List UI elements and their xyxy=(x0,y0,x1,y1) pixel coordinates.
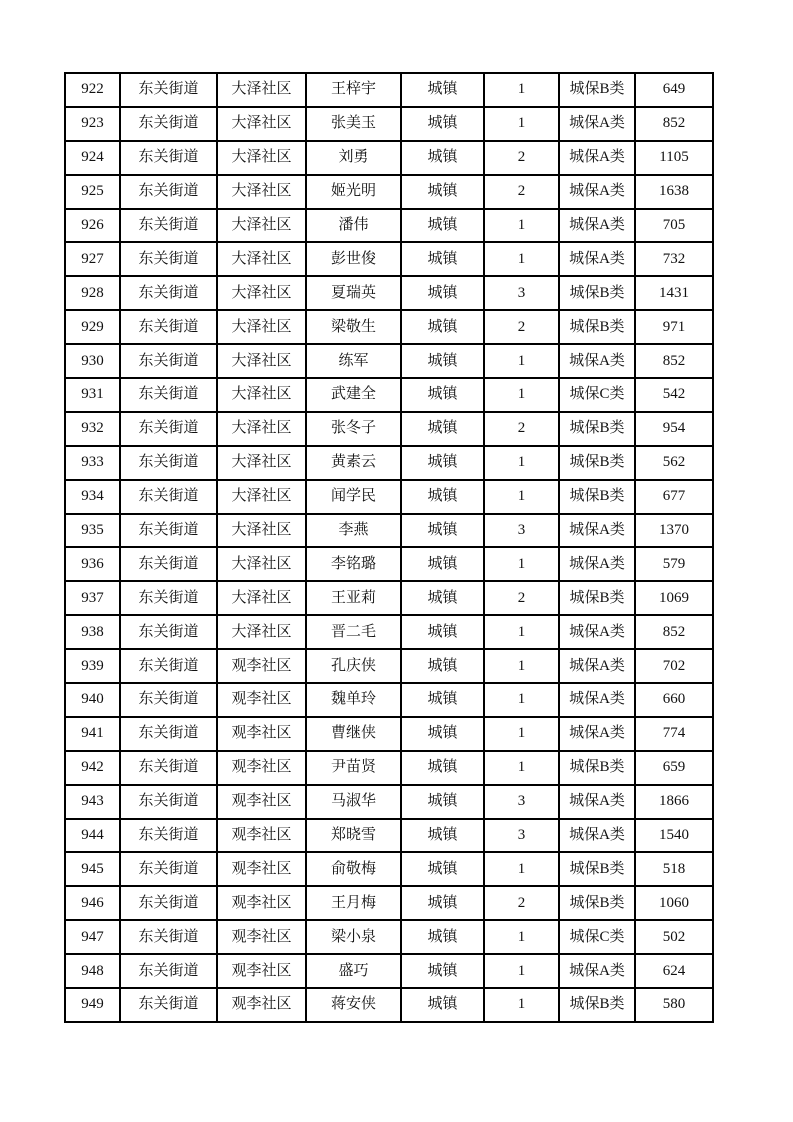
table-row xyxy=(65,547,713,581)
cell-serial: 940 xyxy=(65,683,120,717)
cell-community: 大泽社区 xyxy=(217,446,306,480)
cell-street: 东关街道 xyxy=(120,514,217,548)
table-row xyxy=(65,412,713,446)
table-row xyxy=(65,209,713,243)
table-row xyxy=(65,683,713,717)
cell-residence-type: 城镇 xyxy=(401,175,484,209)
table-row xyxy=(65,717,713,751)
cell-street: 东关街道 xyxy=(120,819,217,853)
cell-amount: 1638 xyxy=(635,175,713,209)
cell-residence-type: 城镇 xyxy=(401,886,484,920)
cell-person-count: 1 xyxy=(484,242,559,276)
table-row xyxy=(65,73,713,107)
cell-community: 观李社区 xyxy=(217,920,306,954)
cell-street: 东关街道 xyxy=(120,480,217,514)
cell-person-count: 1 xyxy=(484,615,559,649)
cell-street: 东关街道 xyxy=(120,751,217,785)
cell-street: 东关街道 xyxy=(120,785,217,819)
cell-person-count: 1 xyxy=(484,920,559,954)
cell-residence-type: 城镇 xyxy=(401,73,484,107)
cell-street: 东关街道 xyxy=(120,581,217,615)
cell-residence-type: 城镇 xyxy=(401,514,484,548)
cell-community: 大泽社区 xyxy=(217,107,306,141)
cell-serial: 929 xyxy=(65,310,120,344)
cell-name: 武建全 xyxy=(306,378,401,412)
cell-insurance-category: 城保A类 xyxy=(559,819,635,853)
cell-serial: 925 xyxy=(65,175,120,209)
table-row xyxy=(65,107,713,141)
cell-person-count: 1 xyxy=(484,547,559,581)
cell-person-count: 1 xyxy=(484,344,559,378)
cell-name: 魏单玲 xyxy=(306,683,401,717)
cell-name: 郑晓雪 xyxy=(306,819,401,853)
cell-person-count: 1 xyxy=(484,107,559,141)
cell-insurance-category: 城保A类 xyxy=(559,175,635,209)
cell-name: 尹苗贤 xyxy=(306,751,401,785)
cell-street: 东关街道 xyxy=(120,920,217,954)
cell-person-count: 2 xyxy=(484,886,559,920)
cell-person-count: 2 xyxy=(484,175,559,209)
cell-insurance-category: 城保B类 xyxy=(559,852,635,886)
cell-residence-type: 城镇 xyxy=(401,446,484,480)
table-row xyxy=(65,920,713,954)
cell-insurance-category: 城保A类 xyxy=(559,649,635,683)
cell-person-count: 1 xyxy=(484,73,559,107)
cell-amount: 1370 xyxy=(635,514,713,548)
cell-insurance-category: 城保B类 xyxy=(559,310,635,344)
cell-name: 潘伟 xyxy=(306,209,401,243)
cell-name: 晋二毛 xyxy=(306,615,401,649)
cell-amount: 852 xyxy=(635,107,713,141)
cell-serial: 934 xyxy=(65,480,120,514)
cell-person-count: 1 xyxy=(484,446,559,480)
table-row xyxy=(65,141,713,175)
cell-serial: 944 xyxy=(65,819,120,853)
cell-serial: 922 xyxy=(65,73,120,107)
cell-name: 蒋安侠 xyxy=(306,988,401,1022)
cell-residence-type: 城镇 xyxy=(401,107,484,141)
cell-person-count: 1 xyxy=(484,717,559,751)
cell-insurance-category: 城保A类 xyxy=(559,514,635,548)
cell-name: 李燕 xyxy=(306,514,401,548)
cell-residence-type: 城镇 xyxy=(401,547,484,581)
cell-amount: 1069 xyxy=(635,581,713,615)
cell-serial: 924 xyxy=(65,141,120,175)
cell-person-count: 3 xyxy=(484,514,559,548)
cell-community: 观李社区 xyxy=(217,988,306,1022)
cell-street: 东关街道 xyxy=(120,954,217,988)
cell-insurance-category: 城保B类 xyxy=(559,480,635,514)
cell-street: 东关街道 xyxy=(120,649,217,683)
cell-street: 东关街道 xyxy=(120,242,217,276)
cell-name: 闻学民 xyxy=(306,480,401,514)
cell-serial: 943 xyxy=(65,785,120,819)
cell-serial: 945 xyxy=(65,852,120,886)
table-row xyxy=(65,514,713,548)
cell-amount: 659 xyxy=(635,751,713,785)
cell-residence-type: 城镇 xyxy=(401,615,484,649)
cell-community: 大泽社区 xyxy=(217,514,306,548)
cell-insurance-category: 城保A类 xyxy=(559,954,635,988)
cell-community: 大泽社区 xyxy=(217,344,306,378)
cell-amount: 852 xyxy=(635,344,713,378)
cell-community: 大泽社区 xyxy=(217,547,306,581)
cell-serial: 939 xyxy=(65,649,120,683)
cell-insurance-category: 城保A类 xyxy=(559,615,635,649)
cell-insurance-category: 城保A类 xyxy=(559,717,635,751)
cell-street: 东关街道 xyxy=(120,107,217,141)
cell-serial: 931 xyxy=(65,378,120,412)
cell-serial: 942 xyxy=(65,751,120,785)
cell-serial: 930 xyxy=(65,344,120,378)
cell-community: 观李社区 xyxy=(217,785,306,819)
cell-amount: 1540 xyxy=(635,819,713,853)
cell-person-count: 2 xyxy=(484,412,559,446)
cell-name: 俞敬梅 xyxy=(306,852,401,886)
cell-residence-type: 城镇 xyxy=(401,412,484,446)
cell-insurance-category: 城保A类 xyxy=(559,344,635,378)
cell-person-count: 2 xyxy=(484,141,559,175)
cell-community: 大泽社区 xyxy=(217,310,306,344)
cell-community: 大泽社区 xyxy=(217,73,306,107)
cell-name: 梁敬生 xyxy=(306,310,401,344)
cell-street: 东关街道 xyxy=(120,683,217,717)
cell-community: 观李社区 xyxy=(217,852,306,886)
cell-name: 张美玉 xyxy=(306,107,401,141)
cell-serial: 947 xyxy=(65,920,120,954)
cell-residence-type: 城镇 xyxy=(401,920,484,954)
cell-insurance-category: 城保B类 xyxy=(559,751,635,785)
cell-amount: 1431 xyxy=(635,276,713,310)
cell-residence-type: 城镇 xyxy=(401,988,484,1022)
table-row xyxy=(65,886,713,920)
table-row xyxy=(65,852,713,886)
cell-name: 李铭璐 xyxy=(306,547,401,581)
cell-community: 大泽社区 xyxy=(217,209,306,243)
cell-amount: 579 xyxy=(635,547,713,581)
cell-residence-type: 城镇 xyxy=(401,717,484,751)
cell-street: 东关街道 xyxy=(120,446,217,480)
cell-name: 王梓宇 xyxy=(306,73,401,107)
cell-insurance-category: 城保A类 xyxy=(559,242,635,276)
cell-street: 东关街道 xyxy=(120,852,217,886)
cell-residence-type: 城镇 xyxy=(401,649,484,683)
cell-serial: 932 xyxy=(65,412,120,446)
cell-community: 观李社区 xyxy=(217,751,306,785)
table-row xyxy=(65,988,713,1022)
cell-insurance-category: 城保A类 xyxy=(559,547,635,581)
cell-name: 孔庆侠 xyxy=(306,649,401,683)
cell-community: 观李社区 xyxy=(217,886,306,920)
cell-amount: 774 xyxy=(635,717,713,751)
cell-amount: 660 xyxy=(635,683,713,717)
cell-name: 盛巧 xyxy=(306,954,401,988)
cell-residence-type: 城镇 xyxy=(401,683,484,717)
cell-residence-type: 城镇 xyxy=(401,242,484,276)
table-row xyxy=(65,344,713,378)
cell-serial: 935 xyxy=(65,514,120,548)
cell-person-count: 1 xyxy=(484,480,559,514)
cell-residence-type: 城镇 xyxy=(401,310,484,344)
cell-street: 东关街道 xyxy=(120,615,217,649)
cell-amount: 542 xyxy=(635,378,713,412)
cell-person-count: 1 xyxy=(484,988,559,1022)
cell-amount: 954 xyxy=(635,412,713,446)
cell-serial: 948 xyxy=(65,954,120,988)
cell-community: 大泽社区 xyxy=(217,615,306,649)
cell-residence-type: 城镇 xyxy=(401,785,484,819)
cell-insurance-category: 城保B类 xyxy=(559,73,635,107)
cell-name: 刘勇 xyxy=(306,141,401,175)
table-row xyxy=(65,480,713,514)
cell-insurance-category: 城保B类 xyxy=(559,446,635,480)
table-row xyxy=(65,649,713,683)
cell-serial: 937 xyxy=(65,581,120,615)
cell-residence-type: 城镇 xyxy=(401,378,484,412)
cell-insurance-category: 城保A类 xyxy=(559,683,635,717)
cell-name: 夏瑞英 xyxy=(306,276,401,310)
cell-street: 东关街道 xyxy=(120,73,217,107)
cell-name: 练军 xyxy=(306,344,401,378)
cell-serial: 933 xyxy=(65,446,120,480)
cell-person-count: 2 xyxy=(484,581,559,615)
cell-residence-type: 城镇 xyxy=(401,954,484,988)
cell-street: 东关街道 xyxy=(120,209,217,243)
cell-community: 大泽社区 xyxy=(217,378,306,412)
cell-residence-type: 城镇 xyxy=(401,852,484,886)
cell-community: 大泽社区 xyxy=(217,141,306,175)
cell-amount: 518 xyxy=(635,852,713,886)
cell-amount: 502 xyxy=(635,920,713,954)
cell-person-count: 3 xyxy=(484,819,559,853)
cell-person-count: 1 xyxy=(484,751,559,785)
table-row xyxy=(65,581,713,615)
cell-person-count: 1 xyxy=(484,954,559,988)
cell-street: 东关街道 xyxy=(120,412,217,446)
cell-name: 张冬子 xyxy=(306,412,401,446)
cell-amount: 649 xyxy=(635,73,713,107)
cell-insurance-category: 城保A类 xyxy=(559,107,635,141)
cell-insurance-category: 城保A类 xyxy=(559,785,635,819)
cell-person-count: 2 xyxy=(484,310,559,344)
cell-insurance-category: 城保B类 xyxy=(559,581,635,615)
cell-insurance-category: 城保B类 xyxy=(559,276,635,310)
cell-person-count: 1 xyxy=(484,649,559,683)
cell-name: 王亚莉 xyxy=(306,581,401,615)
cell-community: 大泽社区 xyxy=(217,175,306,209)
cell-amount: 562 xyxy=(635,446,713,480)
cell-residence-type: 城镇 xyxy=(401,344,484,378)
cell-name: 梁小泉 xyxy=(306,920,401,954)
cell-amount: 580 xyxy=(635,988,713,1022)
cell-amount: 624 xyxy=(635,954,713,988)
cell-amount: 1866 xyxy=(635,785,713,819)
cell-residence-type: 城镇 xyxy=(401,751,484,785)
cell-serial: 938 xyxy=(65,615,120,649)
cell-street: 东关街道 xyxy=(120,547,217,581)
cell-name: 黄素云 xyxy=(306,446,401,480)
cell-community: 观李社区 xyxy=(217,683,306,717)
cell-community: 大泽社区 xyxy=(217,412,306,446)
table-row xyxy=(65,242,713,276)
cell-person-count: 3 xyxy=(484,785,559,819)
table-row xyxy=(65,751,713,785)
cell-community: 观李社区 xyxy=(217,649,306,683)
data-table xyxy=(64,72,714,1023)
cell-residence-type: 城镇 xyxy=(401,581,484,615)
cell-serial: 949 xyxy=(65,988,120,1022)
cell-community: 观李社区 xyxy=(217,819,306,853)
table-row xyxy=(65,378,713,412)
cell-person-count: 1 xyxy=(484,683,559,717)
cell-amount: 732 xyxy=(635,242,713,276)
table-row xyxy=(65,276,713,310)
cell-person-count: 1 xyxy=(484,852,559,886)
cell-insurance-category: 城保B类 xyxy=(559,988,635,1022)
cell-name: 王月梅 xyxy=(306,886,401,920)
cell-amount: 971 xyxy=(635,310,713,344)
cell-insurance-category: 城保A类 xyxy=(559,209,635,243)
cell-street: 东关街道 xyxy=(120,988,217,1022)
cell-amount: 1060 xyxy=(635,886,713,920)
cell-amount: 852 xyxy=(635,615,713,649)
cell-community: 大泽社区 xyxy=(217,242,306,276)
cell-street: 东关街道 xyxy=(120,310,217,344)
cell-community: 观李社区 xyxy=(217,717,306,751)
cell-street: 东关街道 xyxy=(120,344,217,378)
cell-serial: 941 xyxy=(65,717,120,751)
cell-community: 大泽社区 xyxy=(217,480,306,514)
cell-insurance-category: 城保A类 xyxy=(559,141,635,175)
table-body xyxy=(65,73,713,1022)
cell-street: 东关街道 xyxy=(120,141,217,175)
cell-community: 观李社区 xyxy=(217,954,306,988)
cell-street: 东关街道 xyxy=(120,276,217,310)
table-row xyxy=(65,819,713,853)
cell-person-count: 3 xyxy=(484,276,559,310)
cell-street: 东关街道 xyxy=(120,717,217,751)
cell-residence-type: 城镇 xyxy=(401,209,484,243)
cell-street: 东关街道 xyxy=(120,886,217,920)
cell-insurance-category: 城保B类 xyxy=(559,412,635,446)
cell-amount: 702 xyxy=(635,649,713,683)
cell-amount: 677 xyxy=(635,480,713,514)
table-row xyxy=(65,310,713,344)
cell-street: 东关街道 xyxy=(120,378,217,412)
cell-community: 大泽社区 xyxy=(217,581,306,615)
cell-serial: 936 xyxy=(65,547,120,581)
table-row xyxy=(65,615,713,649)
cell-residence-type: 城镇 xyxy=(401,480,484,514)
cell-serial: 926 xyxy=(65,209,120,243)
cell-name: 姬光明 xyxy=(306,175,401,209)
table-row xyxy=(65,785,713,819)
cell-street: 东关街道 xyxy=(120,175,217,209)
cell-name: 曹继侠 xyxy=(306,717,401,751)
cell-residence-type: 城镇 xyxy=(401,276,484,310)
cell-residence-type: 城镇 xyxy=(401,141,484,175)
table-row xyxy=(65,954,713,988)
cell-serial: 927 xyxy=(65,242,120,276)
cell-serial: 928 xyxy=(65,276,120,310)
cell-community: 大泽社区 xyxy=(217,276,306,310)
cell-serial: 946 xyxy=(65,886,120,920)
cell-amount: 1105 xyxy=(635,141,713,175)
table-row xyxy=(65,175,713,209)
cell-name: 马淑华 xyxy=(306,785,401,819)
cell-person-count: 1 xyxy=(484,378,559,412)
cell-insurance-category: 城保B类 xyxy=(559,886,635,920)
cell-serial: 923 xyxy=(65,107,120,141)
cell-insurance-category: 城保C类 xyxy=(559,920,635,954)
cell-insurance-category: 城保C类 xyxy=(559,378,635,412)
cell-name: 彭世俊 xyxy=(306,242,401,276)
table-row xyxy=(65,446,713,480)
cell-person-count: 1 xyxy=(484,209,559,243)
cell-amount: 705 xyxy=(635,209,713,243)
cell-residence-type: 城镇 xyxy=(401,819,484,853)
